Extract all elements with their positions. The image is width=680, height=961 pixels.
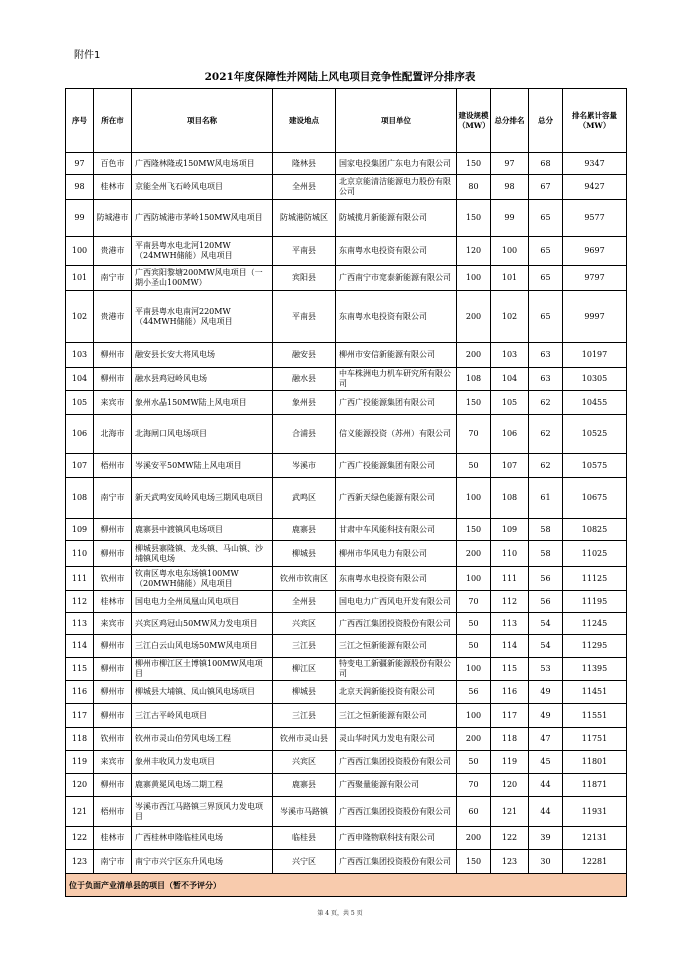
cell-cumulative: 11451: [563, 681, 627, 704]
cell-capacity: 200: [457, 291, 491, 343]
cell-cumulative: 10455: [563, 391, 627, 415]
cell-company: 甘肃中车风能科技有限公司: [336, 519, 457, 541]
cell-rank: 122: [491, 827, 529, 850]
cell-score: 67: [529, 175, 563, 200]
header-capacity: 建设规模 （MW）: [457, 89, 491, 153]
cell-city: 柳州市: [94, 368, 132, 391]
cell-city: 桂林市: [94, 591, 132, 613]
cell-capacity: 100: [457, 658, 491, 681]
cell-location: 全州县: [273, 175, 336, 200]
cell-no: 102: [66, 291, 94, 343]
cell-score: 49: [529, 704, 563, 728]
note-row: [66, 874, 627, 897]
table-row: [66, 343, 627, 368]
cell-project: 京能全州飞石岭风电项目: [132, 175, 273, 200]
cell-capacity: 50: [457, 613, 491, 635]
cell-rank: 116: [491, 681, 529, 704]
cell-project: 国电电力全州凤凰山风电项目: [132, 591, 273, 613]
cell-company: 三江之恒新能源有限公司: [336, 704, 457, 728]
cell-no: 112: [66, 591, 94, 613]
cell-location: 象州县: [273, 391, 336, 415]
cell-no: 101: [66, 266, 94, 291]
cell-score: 58: [529, 519, 563, 541]
cell-capacity: 200: [457, 827, 491, 850]
table-row: [66, 850, 627, 874]
cell-cumulative: 10305: [563, 368, 627, 391]
table-row: [66, 415, 627, 454]
cell-capacity: 100: [457, 478, 491, 519]
cell-capacity: 150: [457, 519, 491, 541]
header-cumulative: 排名累计容量 （MW）: [563, 89, 627, 153]
table-row: [66, 368, 627, 391]
cell-capacity: 150: [457, 153, 491, 175]
cell-capacity: 50: [457, 751, 491, 774]
cell-score: 61: [529, 478, 563, 519]
cell-capacity: 56: [457, 681, 491, 704]
table-row: [66, 613, 627, 635]
cell-no: 108: [66, 478, 94, 519]
table-row: [66, 704, 627, 728]
table-row: [66, 681, 627, 704]
cell-rank: 99: [491, 200, 529, 237]
cell-score: 56: [529, 567, 563, 591]
cell-city: 百色市: [94, 153, 132, 175]
table-body: [66, 153, 627, 874]
header-no: 序号: [66, 89, 94, 153]
table-row: [66, 797, 627, 827]
cell-cumulative: 11751: [563, 728, 627, 751]
cell-capacity: 50: [457, 454, 491, 478]
cell-project: 融安县长安大将风电场: [132, 343, 273, 368]
cell-location: 临桂县: [273, 827, 336, 850]
cell-score: 56: [529, 591, 563, 613]
cell-city: 柳州市: [94, 658, 132, 681]
cell-score: 49: [529, 681, 563, 704]
cell-rank: 115: [491, 658, 529, 681]
cell-city: 来宾市: [94, 613, 132, 635]
cell-capacity: 150: [457, 391, 491, 415]
cell-cumulative: 9797: [563, 266, 627, 291]
cell-cumulative: 12131: [563, 827, 627, 850]
cell-cumulative: 9427: [563, 175, 627, 200]
cell-cumulative: 11195: [563, 591, 627, 613]
cell-no: 123: [66, 850, 94, 874]
cell-cumulative: 10575: [563, 454, 627, 478]
table-row: [66, 391, 627, 415]
cell-cumulative: 11551: [563, 704, 627, 728]
table-row: [66, 635, 627, 658]
cell-company: 广西新天绿色能源有限公司: [336, 478, 457, 519]
cell-project: 北海闸口风电场项目: [132, 415, 273, 454]
cell-location: 平南县: [273, 291, 336, 343]
header-company: 项目单位: [336, 89, 457, 153]
cell-city: 柳州市: [94, 541, 132, 567]
cell-rank: 123: [491, 850, 529, 874]
cell-score: 44: [529, 797, 563, 827]
cell-location: 钦州市灵山县: [273, 728, 336, 751]
cell-cumulative: 10197: [563, 343, 627, 368]
cell-rank: 105: [491, 391, 529, 415]
cell-location: 鹿寨县: [273, 519, 336, 541]
cell-project: 广西桂林申隆临桂风电场: [132, 827, 273, 850]
cell-cumulative: 11295: [563, 635, 627, 658]
cell-score: 62: [529, 415, 563, 454]
cell-cumulative: 9577: [563, 200, 627, 237]
cell-capacity: 100: [457, 266, 491, 291]
cell-no: 113: [66, 613, 94, 635]
cell-no: 98: [66, 175, 94, 200]
cell-city: 柳州市: [94, 681, 132, 704]
cell-project: 平南县粤水电北河120MW（24MWH储能）风电项目: [132, 237, 273, 266]
cell-no: 107: [66, 454, 94, 478]
cell-company: 北京京能清洁能源电力股份有限公司: [336, 175, 457, 200]
cell-capacity: 100: [457, 704, 491, 728]
cell-rank: 118: [491, 728, 529, 751]
cell-score: 62: [529, 391, 563, 415]
cell-city: 南宁市: [94, 478, 132, 519]
cell-no: 104: [66, 368, 94, 391]
cell-project: 鹿寨黄冕风电场二期工程: [132, 774, 273, 797]
cell-no: 111: [66, 567, 94, 591]
cell-project: 柳州市柳江区土博镇100MW风电项目: [132, 658, 273, 681]
cell-no: 115: [66, 658, 94, 681]
cell-cumulative: 9697: [563, 237, 627, 266]
cell-location: 武鸣区: [273, 478, 336, 519]
cell-project: 南宁市兴宁区东升风电场: [132, 850, 273, 874]
cell-location: 三江县: [273, 704, 336, 728]
cell-city: 钦州市: [94, 567, 132, 591]
cell-project: 广西防城港市茅岭150MW风电项目: [132, 200, 273, 237]
cell-rank: 109: [491, 519, 529, 541]
cell-city: 防城港市: [94, 200, 132, 237]
cell-project: 三江白云山风电场50MW风电项目: [132, 635, 273, 658]
cell-rank: 114: [491, 635, 529, 658]
cell-no: 97: [66, 153, 94, 175]
cell-rank: 117: [491, 704, 529, 728]
cell-rank: 120: [491, 774, 529, 797]
cell-project: 柳城县寨隆镇、龙头镇、马山镇、沙埔镇风电场: [132, 541, 273, 567]
cell-project: 岑溪市西江马路镇三界顶风力发电项目: [132, 797, 273, 827]
cell-city: 桂林市: [94, 175, 132, 200]
cell-score: 63: [529, 343, 563, 368]
cell-company: 北京天润新能投资有限公司: [336, 681, 457, 704]
table-row: [66, 237, 627, 266]
cell-no: 117: [66, 704, 94, 728]
cell-location: 柳城县: [273, 541, 336, 567]
cell-cumulative: 11395: [563, 658, 627, 681]
table-header: [66, 89, 627, 153]
cell-rank: 103: [491, 343, 529, 368]
cell-capacity: 70: [457, 774, 491, 797]
cell-location: 柳江区: [273, 658, 336, 681]
cell-location: 融水县: [273, 368, 336, 391]
header-city: 所在市: [94, 89, 132, 153]
cell-location: 宾阳县: [273, 266, 336, 291]
cell-project: 钦南区粤水电东场镇100MW（20MWH储能）风电项目: [132, 567, 273, 591]
cell-project: 广西宾阳黎塘200MW风电项目（一期小圣山100MW）: [132, 266, 273, 291]
cell-no: 121: [66, 797, 94, 827]
cell-company: 柳州市安信新能源有限公司: [336, 343, 457, 368]
cell-capacity: 200: [457, 541, 491, 567]
cell-capacity: 100: [457, 567, 491, 591]
cell-rank: 100: [491, 237, 529, 266]
cell-city: 南宁市: [94, 266, 132, 291]
cell-company: 广西广投能源集团有限公司: [336, 391, 457, 415]
cell-city: 贵港市: [94, 291, 132, 343]
cell-company: 信义能源投资（苏州）有限公司: [336, 415, 457, 454]
table-row: [66, 658, 627, 681]
cell-city: 来宾市: [94, 751, 132, 774]
cell-city: 柳州市: [94, 343, 132, 368]
table-row: [66, 774, 627, 797]
cell-no: 106: [66, 415, 94, 454]
document-title: 2021年度保障性并网陆上风电项目竞争性配置评分排序表: [204, 71, 476, 83]
cell-rank: 119: [491, 751, 529, 774]
cell-company: 广西西江集团投资股份有限公司: [336, 850, 457, 874]
cell-city: 来宾市: [94, 391, 132, 415]
cell-no: 100: [66, 237, 94, 266]
cell-location: 钦州市钦南区: [273, 567, 336, 591]
cell-project: 兴宾区鸡冠山50MW风力发电项目: [132, 613, 273, 635]
cell-score: 65: [529, 237, 563, 266]
cell-location: 兴宁区: [273, 850, 336, 874]
cell-project: 象州水晶150MW陆上风电项目: [132, 391, 273, 415]
cell-cumulative: 11801: [563, 751, 627, 774]
cell-no: 122: [66, 827, 94, 850]
cell-project: 鹿寨县中渡镇风电场项目: [132, 519, 273, 541]
cell-company: 广西南宁市宽泰新能源有限公司: [336, 266, 457, 291]
cell-company: 广西西江集团投资股份有限公司: [336, 613, 457, 635]
cell-city: 柳州市: [94, 704, 132, 728]
cell-company: 三江之恒新能源有限公司: [336, 635, 457, 658]
cell-cumulative: 11125: [563, 567, 627, 591]
cell-cumulative: 9997: [563, 291, 627, 343]
cell-cumulative: 11025: [563, 541, 627, 567]
cell-company: 特变电工新疆新能源股份有限公司: [336, 658, 457, 681]
header-row: [66, 89, 627, 153]
cell-capacity: 200: [457, 728, 491, 751]
cell-score: 58: [529, 541, 563, 567]
cell-rank: 112: [491, 591, 529, 613]
table-row: [66, 266, 627, 291]
cell-location: 兴宾区: [273, 751, 336, 774]
cell-capacity: 108: [457, 368, 491, 391]
cell-city: 桂林市: [94, 827, 132, 850]
cell-project: 岑溪安平50MW陆上风电项目: [132, 454, 273, 478]
cell-no: 99: [66, 200, 94, 237]
cell-rank: 113: [491, 613, 529, 635]
table-row: [66, 591, 627, 613]
cell-no: 110: [66, 541, 94, 567]
cell-company: 广西聚量能源有限公司: [336, 774, 457, 797]
cell-company: 东南粤水电投资有限公司: [336, 237, 457, 266]
table-row: [66, 827, 627, 850]
cell-location: 防城港防城区: [273, 200, 336, 237]
cell-no: 120: [66, 774, 94, 797]
cell-company: 广西西江集团投资股份有限公司: [336, 797, 457, 827]
cell-company: 中车株洲电力机车研究所有限公司: [336, 368, 457, 391]
cell-capacity: 70: [457, 415, 491, 454]
cell-city: 梧州市: [94, 797, 132, 827]
cell-company: 防城揽月新能源有限公司: [336, 200, 457, 237]
cell-rank: 98: [491, 175, 529, 200]
cell-score: 53: [529, 658, 563, 681]
cell-score: 54: [529, 613, 563, 635]
cell-project: 柳城县大埔镇、凤山镇风电场项目: [132, 681, 273, 704]
cell-capacity: 60: [457, 797, 491, 827]
cell-no: 118: [66, 728, 94, 751]
cell-rank: 121: [491, 797, 529, 827]
cell-no: 119: [66, 751, 94, 774]
cell-company: 国家电投集团广东电力有限公司: [336, 153, 457, 175]
cell-rank: 110: [491, 541, 529, 567]
cell-rank: 101: [491, 266, 529, 291]
cell-capacity: 150: [457, 850, 491, 874]
table-row: [66, 519, 627, 541]
cell-cumulative: 10675: [563, 478, 627, 519]
cell-project: 三江古平岭风电项目: [132, 704, 273, 728]
cell-company: 广西西江集团投资股份有限公司: [336, 751, 457, 774]
cell-score: 39: [529, 827, 563, 850]
cell-rank: 108: [491, 478, 529, 519]
cell-score: 54: [529, 635, 563, 658]
cell-no: 114: [66, 635, 94, 658]
cell-rank: 106: [491, 415, 529, 454]
cell-location: 兴宾区: [273, 613, 336, 635]
cell-location: 岑溪市: [273, 454, 336, 478]
cell-company: 广西申隆物联科技有限公司: [336, 827, 457, 850]
cell-capacity: 70: [457, 591, 491, 613]
cell-location: 岑溪市马路镇: [273, 797, 336, 827]
cell-location: 合浦县: [273, 415, 336, 454]
cell-company: 广西广投能源集团有限公司: [336, 454, 457, 478]
table-row: [66, 751, 627, 774]
cell-rank: 97: [491, 153, 529, 175]
cell-location: 平南县: [273, 237, 336, 266]
cell-rank: 111: [491, 567, 529, 591]
cell-cumulative: 11245: [563, 613, 627, 635]
cell-cumulative: 11871: [563, 774, 627, 797]
cell-location: 柳城县: [273, 681, 336, 704]
cell-location: 鹿寨县: [273, 774, 336, 797]
cell-no: 103: [66, 343, 94, 368]
cell-rank: 104: [491, 368, 529, 391]
header-location: 建设地点: [273, 89, 336, 153]
cell-cumulative: 10825: [563, 519, 627, 541]
cell-project: 象州丰收风力发电项目: [132, 751, 273, 774]
table-row: [66, 728, 627, 751]
cell-score: 65: [529, 266, 563, 291]
cell-city: 柳州市: [94, 774, 132, 797]
header-project: 项目名称: [132, 89, 273, 153]
cell-score: 65: [529, 200, 563, 237]
cell-capacity: 50: [457, 635, 491, 658]
cell-location: 全州县: [273, 591, 336, 613]
cell-project: 新天武鸣安凤岭风电场三期风电项目: [132, 478, 273, 519]
cell-city: 梧州市: [94, 454, 132, 478]
cell-project: 广西隆林隆或150MW风电场项目: [132, 153, 273, 175]
table-row: [66, 567, 627, 591]
cell-no: 109: [66, 519, 94, 541]
table-row: [66, 541, 627, 567]
cell-company: 灵山华时风力发电有限公司: [336, 728, 457, 751]
score-ranking-table: [65, 88, 627, 897]
cell-company: 国电电力广西风电开发有限公司: [336, 591, 457, 613]
cell-no: 116: [66, 681, 94, 704]
header-rank: 总分排名: [491, 89, 529, 153]
table-row: [66, 478, 627, 519]
cell-no: 105: [66, 391, 94, 415]
cell-project: 平南县粤水电南河220MW（44MWH储能）风电项目: [132, 291, 273, 343]
cell-score: 68: [529, 153, 563, 175]
cell-cumulative: 12281: [563, 850, 627, 874]
cell-project: 钦州市灵山伯劳风电场工程: [132, 728, 273, 751]
cell-cumulative: 10525: [563, 415, 627, 454]
cell-city: 北海市: [94, 415, 132, 454]
cell-capacity: 80: [457, 175, 491, 200]
cell-location: 融安县: [273, 343, 336, 368]
table-row: [66, 153, 627, 175]
attachment-label: 附件1: [74, 50, 101, 61]
table-row: [66, 454, 627, 478]
cell-capacity: 150: [457, 200, 491, 237]
cell-cumulative: 9347: [563, 153, 627, 175]
cell-city: 南宁市: [94, 850, 132, 874]
cell-cumulative: 11931: [563, 797, 627, 827]
cell-rank: 107: [491, 454, 529, 478]
cell-score: 44: [529, 774, 563, 797]
cell-score: 65: [529, 291, 563, 343]
cell-project: 融水县鸡冠岭风电场: [132, 368, 273, 391]
table-row: [66, 175, 627, 200]
cell-score: 47: [529, 728, 563, 751]
table-row: [66, 200, 627, 237]
cell-location: 三江县: [273, 635, 336, 658]
cell-capacity: 120: [457, 237, 491, 266]
table-note-section: [66, 874, 627, 897]
cell-city: 贵港市: [94, 237, 132, 266]
cell-location: 隆林县: [273, 153, 336, 175]
cell-company: 东南粤水电投资有限公司: [336, 567, 457, 591]
cell-score: 45: [529, 751, 563, 774]
cell-capacity: 200: [457, 343, 491, 368]
cell-score: 63: [529, 368, 563, 391]
cell-company: 柳州市华风电力有限公司: [336, 541, 457, 567]
cell-city: 钦州市: [94, 728, 132, 751]
header-score: 总分: [529, 89, 563, 153]
table-row: [66, 291, 627, 343]
note-row-text: 位于负面产业清单县的项目（暂不予评分）: [66, 874, 627, 897]
cell-score: 30: [529, 850, 563, 874]
cell-company: 东南粤水电投资有限公司: [336, 291, 457, 343]
cell-city: 柳州市: [94, 519, 132, 541]
cell-rank: 102: [491, 291, 529, 343]
cell-score: 62: [529, 454, 563, 478]
cell-city: 柳州市: [94, 635, 132, 658]
page-number: 第 4 页，共 5 页: [317, 910, 363, 917]
